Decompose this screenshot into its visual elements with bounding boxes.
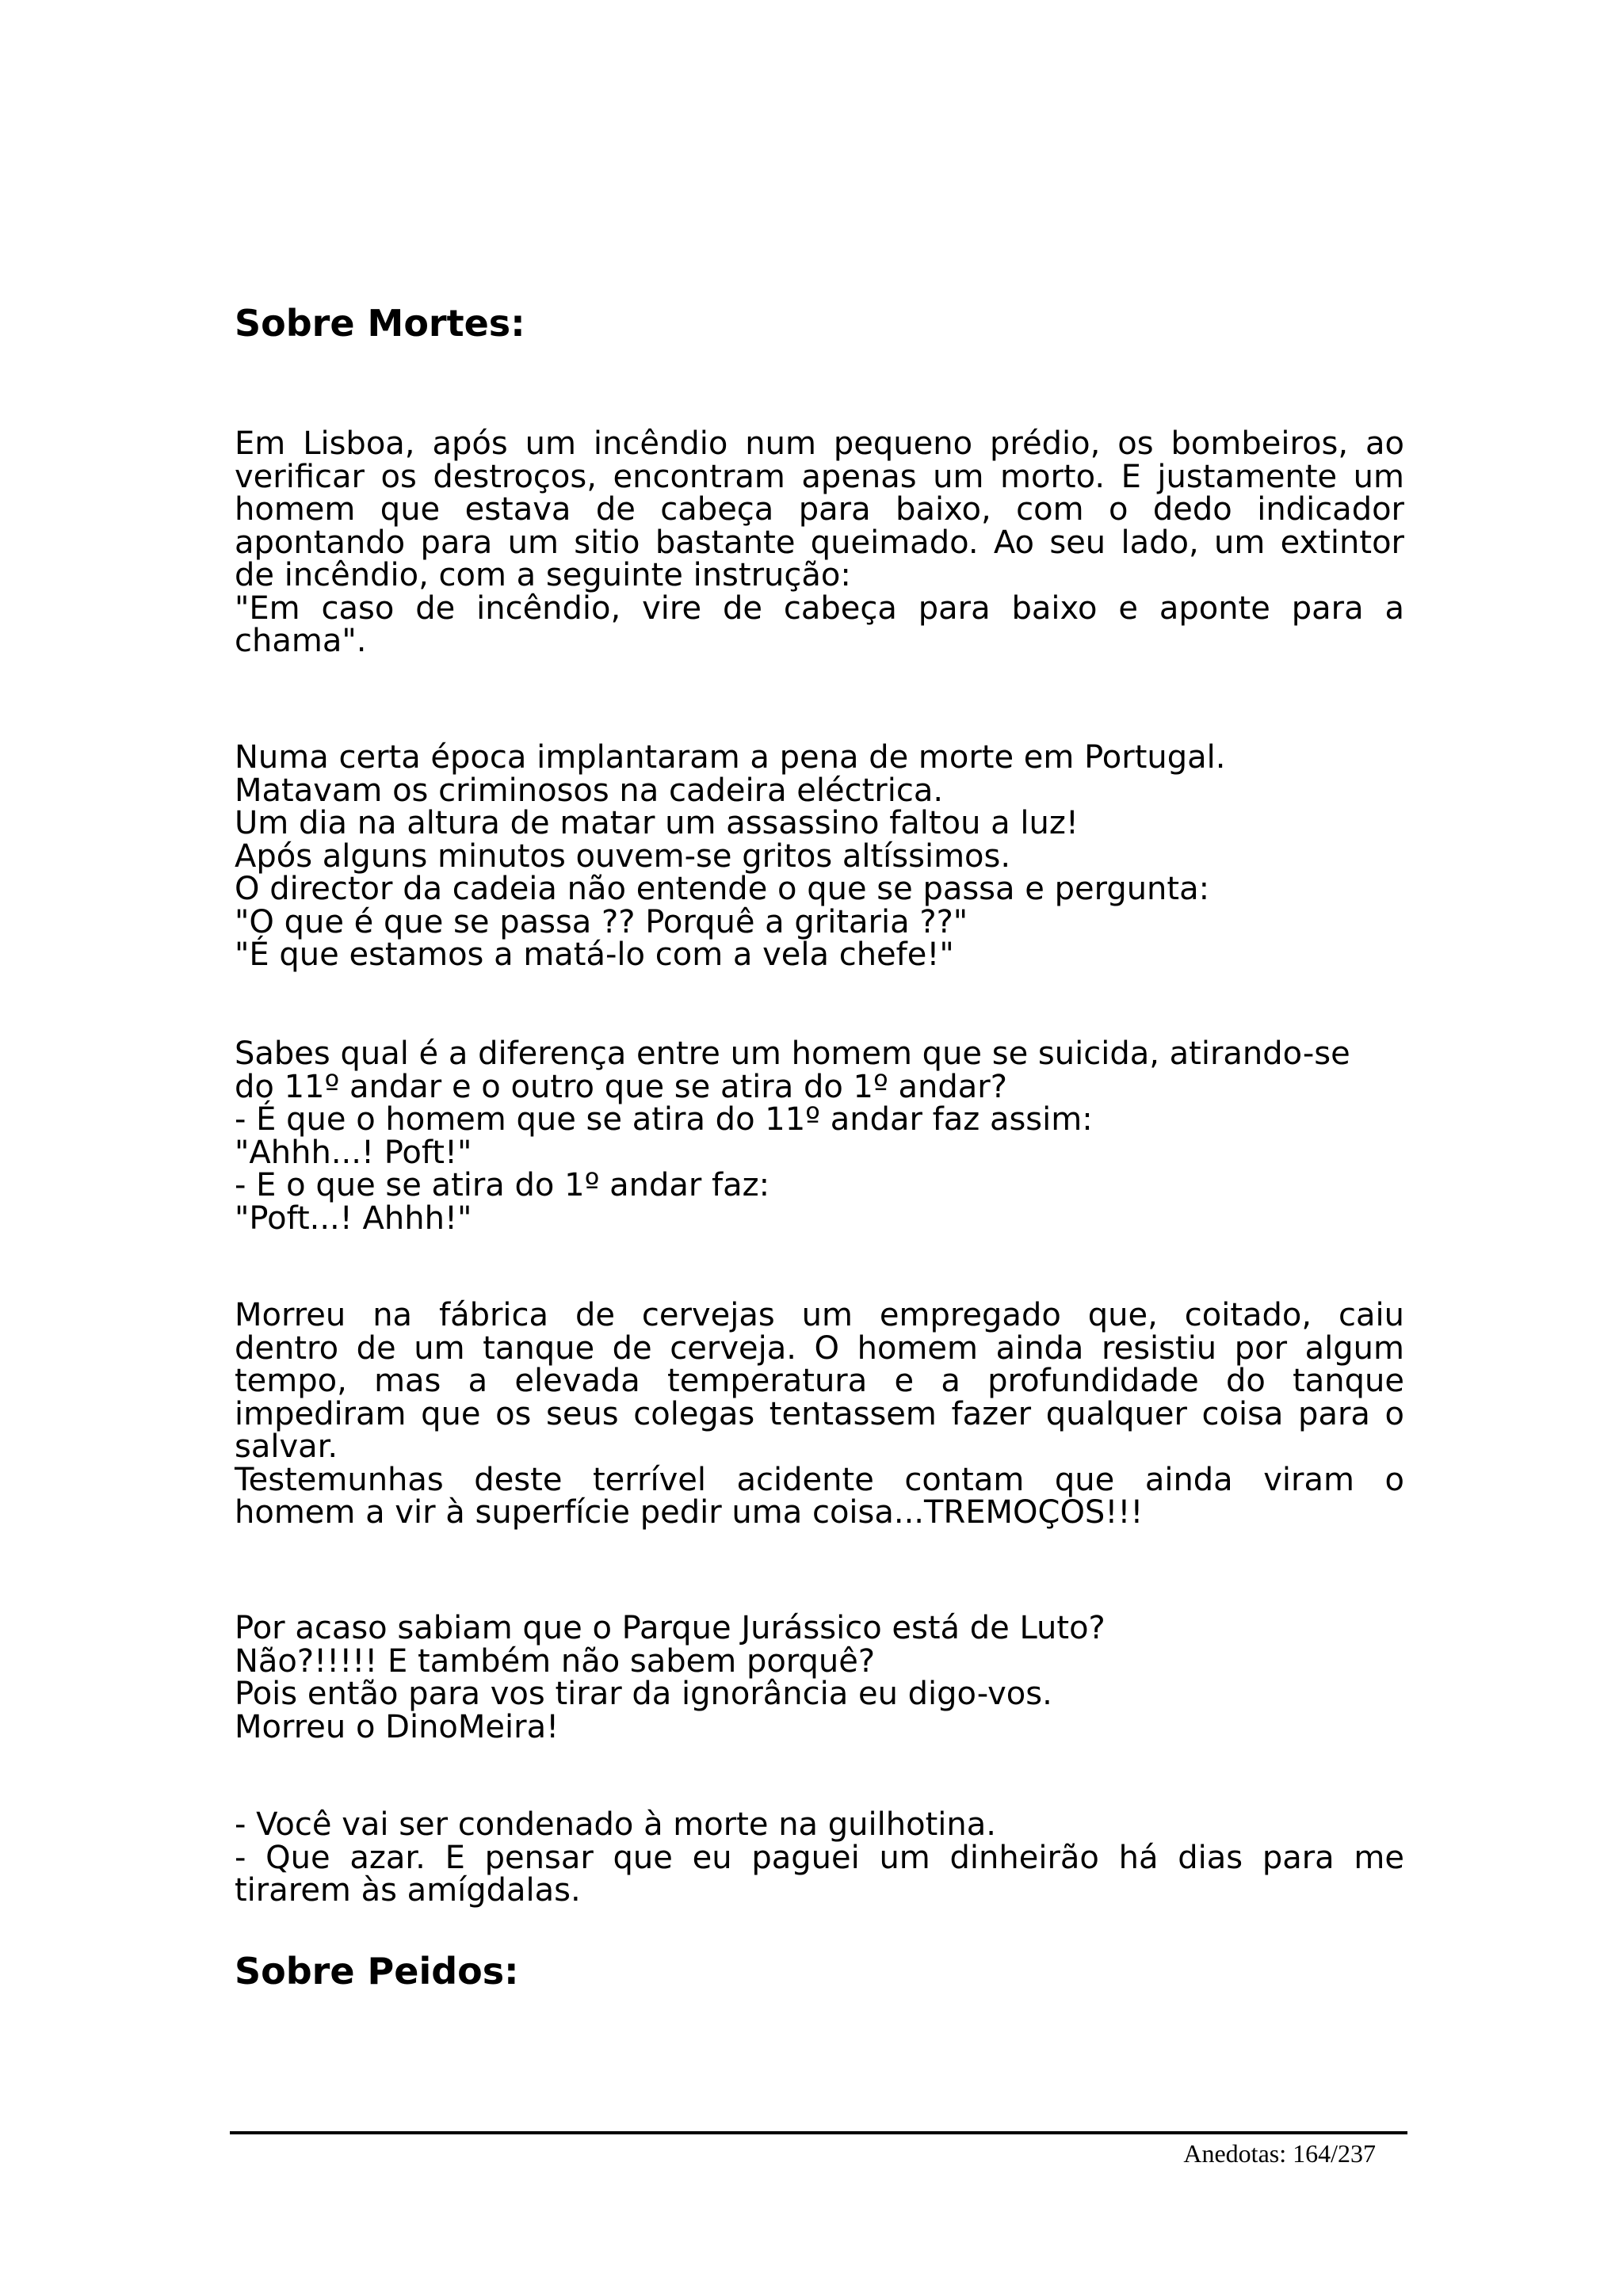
paragraph-line: Após alguns minutos ouvem-se gritos altíssimos. — [235, 837, 1011, 875]
paragraph-line: Pois então para vos tirar da ignorância eu digo-vos. — [235, 1676, 1052, 1712]
joke-paragraph-4 — [235, 1299, 1404, 1530]
joke-paragraph-2 — [235, 739, 1404, 973]
paragraph-line: Numa certa época implantaram a pena de morte em Portugal. — [235, 739, 1226, 776]
page-number: Anedotas: 164/237 — [1183, 2139, 1376, 2168]
paragraph-line: "Poft...! Ahhh!" — [235, 1199, 472, 1237]
paragraph-line: do 11º andar e o outro que se atira do 1º andar? — [235, 1068, 1007, 1105]
joke-paragraph-1 — [235, 425, 1404, 659]
paragraph-line: Em Lisboa, após um incêndio num pequeno prédio, os bombeiros, ao — [235, 425, 1404, 462]
paragraph-line: chama". — [235, 623, 367, 659]
section-heading-peidos: Sobre Peidos: — [235, 1950, 519, 1993]
joke-paragraph-6 — [235, 1806, 1404, 1909]
paragraph-line: Testemunhas deste terrível acidente contam que ainda viram o — [235, 1461, 1404, 1498]
paragraph-line: "É que estamos a matá-lo com a vela chefe!" — [235, 936, 954, 973]
paragraph-line: homem que estava de cabeça para baixo, com o dedo indicador — [235, 491, 1404, 528]
paragraph-line: - Que azar. E pensar que eu paguei um dinheirão há dias para me — [235, 1839, 1404, 1876]
paragraph-line: Sabes qual é a diferença entre um homem que se suicida, atirando-se — [235, 1035, 1350, 1072]
paragraph-line: O director da cadeia não entende o que se passa e pergunta: — [235, 871, 1210, 907]
paragraph-line: - E o que se atira do 1º andar faz: — [235, 1167, 770, 1203]
paragraph-line: "Em caso de incêndio, vire de cabeça para baixo e aponte para a — [235, 589, 1404, 627]
paragraph-line: Um dia na altura de matar um assassino faltou a luz! — [235, 805, 1079, 841]
paragraph-line: impediram que os seus colegas tentassem fazer qualquer coisa para o — [235, 1395, 1404, 1432]
footer-divider — [230, 2131, 1407, 2134]
paragraph-line: - É que o homem que se atira do 11º andar faz assim: — [235, 1101, 1093, 1138]
paragraph-line: Matavam os criminosos na cadeira eléctrica. — [235, 772, 944, 809]
paragraph-line: salvar. — [235, 1428, 338, 1465]
paragraph-line: Morreu o DinoMeira! — [235, 1708, 559, 1745]
paragraph-line: apontando para um sitio bastante queimado. Ao seu lado, um extintor — [235, 524, 1404, 561]
joke-paragraph-5 — [235, 1612, 1404, 1744]
joke-paragraph-3 — [235, 1035, 1404, 1237]
paragraph-line: "O que é que se passa ?? Porquê a gritaria ??" — [235, 903, 968, 940]
paragraph-line: verificar os destroços, encontram apenas um morto. E justamente um — [235, 458, 1404, 495]
paragraph-line: tirarem às amígdalas. — [235, 1872, 581, 1909]
section-heading-mortes: Sobre Mortes: — [235, 302, 525, 345]
paragraph-line: Não?!!!!! E também não sabem porquê? — [235, 1642, 876, 1680]
paragraph-line: Por acaso sabiam que o Parque Jurássico está de Luto? — [235, 1610, 1106, 1646]
paragraph-line: homem a vir à superfície pedir uma coisa...TREMOÇOS!!! — [235, 1494, 1144, 1531]
paragraph-line: de incêndio, com a seguinte instrução: — [235, 557, 851, 593]
paragraph-line: - Você vai ser condenado à morte na guilhotina. — [235, 1806, 996, 1843]
paragraph-line: tempo, mas a elevada temperatura e a profundidade do tanque — [235, 1363, 1404, 1399]
paragraph-line: dentro de um tanque de cerveja. O homem ainda resistiu por algum — [235, 1329, 1404, 1367]
paragraph-line: "Ahhh...! Poft!" — [235, 1134, 472, 1171]
paragraph-line: Morreu na fábrica de cervejas um empregado que, coitado, caiu — [235, 1297, 1404, 1333]
